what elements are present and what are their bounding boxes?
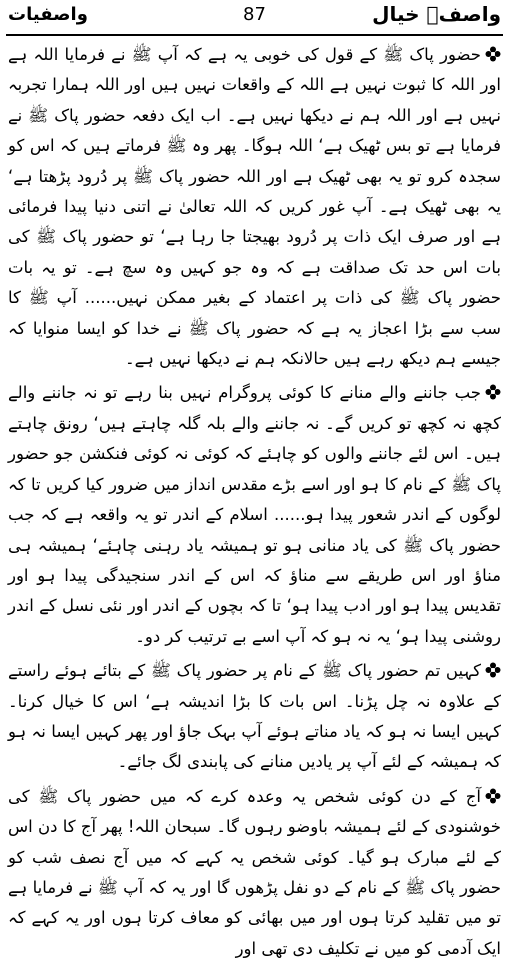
book-title: واصفؒ خیال xyxy=(372,2,501,26)
paragraph-4 xyxy=(8,782,501,964)
flower-bullet-icon xyxy=(485,380,501,396)
header-divider xyxy=(6,34,503,36)
flower-bullet-icon xyxy=(485,784,501,800)
paragraph-3 xyxy=(8,656,501,778)
flower-bullet-icon xyxy=(485,658,501,674)
paragraph-text: آج کے دن کوئی شخص یہ وعدہ کرے کہ میں حضور پاک ﷺ کی خوشنودی کے لئے ہمیشہ باوضو رہوں گا۔ سبحان اللہ! پھر آج کا دن اس کے لئے مبارک ہو گیا۔ کوئی شخص یہ کہے کہ میں آج نصف شب کو حضور پاک ﷺ کے نام کے دو نفل پڑھوں گا اور یہ کہ آپ ﷺ نے فرمایا ہے تو میں تقلید کرتا ہوں اور میں بھائی کو معاف کرتا ہوں اور یہ کہے کہ ایک آدمی کو میں نے تکلیف دی تھی اور xyxy=(8,786,501,958)
page-number: 87 xyxy=(243,4,266,25)
paragraph-1 xyxy=(8,40,501,374)
section-title: واصفیات xyxy=(8,4,88,25)
paragraph-text: حضور پاک ﷺ کے قول کی خوبی یہ ہے کہ آپ ﷺ نے فرمایا اللہ ہے اور اللہ کا ثبوت نہیں ہے اللہ کے واقعات نہیں ہیں اور اللہ ہمارا تجربہ نہیں ہے اور اللہ ہم نے دیکھا نہیں ہے۔ اب ایک دفعہ حضور پاک ﷺ نے فرمایا ہے تو بس ٹھیک ہے‘ اللہ ہوگا۔ پھر وہ ﷺ فرماتے ہیں کہ اس کو سجدہ کرو تو یہ بھی ٹھیک ہے اور اللہ حضور پاک ﷺ پر دُرود پڑھتا ہے‘ یہ بھی ٹھیک ہے۔ آپ غور کریں کہ اللہ تعالیٰ نے اتنی دنیا پیدا فرمائی ہے اور صرف ایک ذات پر دُرود بھیجتا جا رہا ہے‘ تو حضور پاک ﷺ کی بات اس حد تک صداقت ہے کہ وہ جو کہیں وہ سچ ہے۔ تو یہ بات حضور پاک ﷺ کی ذات پر اعتماد کے بغیر ممکن نہیں...... آپ ﷺ کا سب سے بڑا اعجاز یہ ہے کہ حضور پاک ﷺ نے خدا کو ایسا منوایا کہ جیسے ہم دیکھ رہے ہیں حالانکہ ہم نے دیکھا نہیں ہے۔ xyxy=(8,45,501,369)
flower-bullet-icon xyxy=(485,42,501,58)
paragraph-text: کہیں تم حضور پاک ﷺ کے نام پر حضور پاک ﷺ کے بتائے ہوئے راستے کے علاوہ نہ چل پڑنا۔ اس بات کا بڑا اندیشہ ہے‘ اس کا خیال کرنا۔ کہیں ایسا نہ ہو کہ یاد مناتے ہوئے آپ بہک جاؤ اور پھر کہیں ایسا نہ ہو کہ ہمیشہ کے لئے آپ پر یادیں منانے کی پابندی لگ جائے۔ xyxy=(8,661,501,772)
paragraph-2 xyxy=(8,378,501,652)
page-body xyxy=(8,40,501,958)
paragraph-text: جب جاننے والے منانے کا کوئی پروگرام نہیں بنا رہے تو نہ جاننے والے کچھ نہ کچھ تو کریں گے۔ نہ جاننے والے بلہ گلہ چاہتے ہیں‘ رونق چاہتے ہیں۔ اس لئے جاننے والوں کو چاہئے کہ کوئی نہ کوئی فنکشن جو حضور پاک ﷺ کے نام کا ہو اور اسے بڑے مقدس انداز میں ضرور کیا کریں تا کہ لوگوں کے اندر شعور پیدا ہو...... اسلام کے اندر تو یہ واقعہ ہے کہ جب حضور پاک ﷺ کی یاد منانی ہو تو ہمیشہ یاد رہنی چاہئے‘ ہمیشہ ہی مناؤ اور اس طریقے سے مناؤ کہ اس کے اندر سنجیدگی پیدا ہو اور تقدیس پیدا ہو اور ادب پیدا ہو‘ تا کہ بچوں کے اندر اور نئی نسل کے اندر روشنی پیدا ہو‘ یہ نہ ہو کہ آپ اسے بے ترتیب کر دو۔ xyxy=(8,383,501,646)
page-header xyxy=(0,0,509,34)
